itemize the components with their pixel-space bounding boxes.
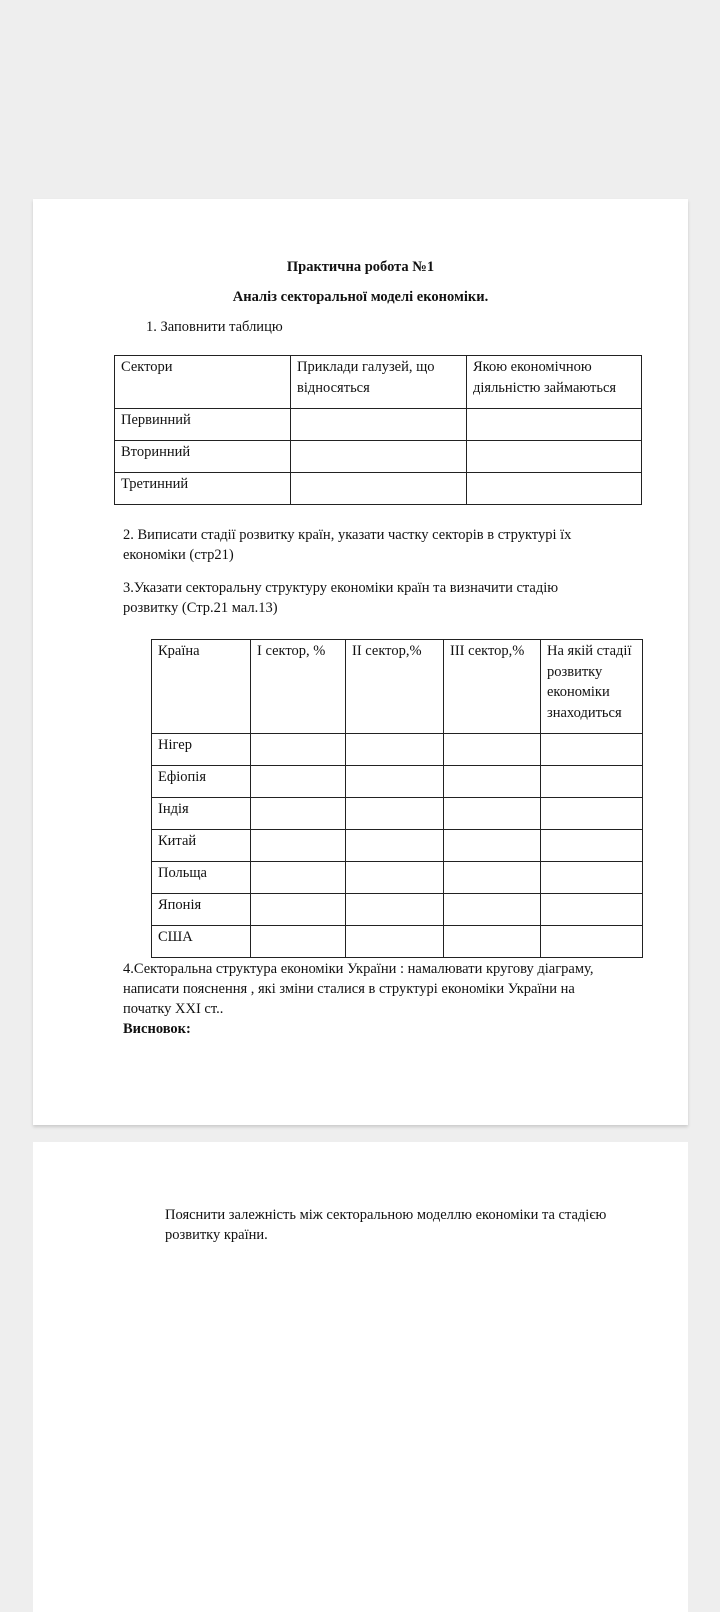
empty-cell[interactable]: [444, 862, 541, 894]
table-row: [152, 862, 643, 894]
page-title: Практична робота №1: [286, 259, 435, 275]
empty-cell[interactable]: [346, 926, 444, 958]
table-row: [152, 798, 643, 830]
empty-cell[interactable]: [541, 734, 643, 766]
empty-cell[interactable]: [346, 734, 444, 766]
empty-cell[interactable]: [291, 409, 467, 441]
table-row: [115, 441, 642, 473]
empty-cell[interactable]: [541, 798, 643, 830]
sectors-table: [114, 355, 642, 505]
empty-cell[interactable]: [251, 862, 346, 894]
header-cell: На якій стадії розвитку економіки знаходиться: [541, 640, 643, 734]
country-cell: Китай: [152, 830, 251, 862]
empty-cell[interactable]: [444, 830, 541, 862]
empty-cell[interactable]: [444, 926, 541, 958]
country-cell: США: [152, 926, 251, 958]
task-4-line: написати пояснення , які зміни сталися в структурі економіки України на: [123, 981, 575, 997]
empty-cell[interactable]: [444, 766, 541, 798]
empty-cell[interactable]: [541, 926, 643, 958]
header-cell: Якою економічною діяльністю займаються: [467, 356, 642, 409]
page2-text-line: розвитку країни.: [165, 1227, 268, 1243]
empty-cell[interactable]: [346, 894, 444, 926]
table-row: [115, 473, 642, 505]
empty-cell[interactable]: [467, 409, 642, 441]
table-row: [152, 766, 643, 798]
country-cell: Японія: [152, 894, 251, 926]
empty-cell[interactable]: [541, 766, 643, 798]
empty-cell[interactable]: [346, 830, 444, 862]
task-2-line: економіки (стр21): [123, 547, 234, 563]
empty-cell[interactable]: [541, 830, 643, 862]
empty-cell[interactable]: [444, 894, 541, 926]
empty-cell[interactable]: [346, 798, 444, 830]
header-cell: I сектор, %: [251, 640, 346, 734]
empty-cell[interactable]: [467, 441, 642, 473]
page-subtitle: Аналіз секторальної моделі економіки.: [232, 289, 489, 305]
empty-cell[interactable]: [346, 766, 444, 798]
task-4-line: початку XXI ст..: [123, 1001, 224, 1017]
empty-cell[interactable]: [251, 926, 346, 958]
task-1: 1. Заповнити таблицю: [146, 319, 283, 335]
empty-cell[interactable]: [541, 862, 643, 894]
task-2-line: 2. Виписати стадії розвитку країн, указати частку секторів в структурі їх: [123, 527, 572, 543]
header-cell: Сектори: [115, 356, 291, 409]
empty-cell[interactable]: [444, 798, 541, 830]
country-cell: Польща: [152, 862, 251, 894]
page2-text-line: Пояснити залежність між секторальною моделлю економіки та стадією: [165, 1207, 607, 1223]
document-page-1: [33, 199, 688, 1125]
empty-cell[interactable]: [346, 862, 444, 894]
table-row: [152, 734, 643, 766]
header-cell: II сектор,%: [346, 640, 444, 734]
country-cell: Нігер: [152, 734, 251, 766]
empty-cell[interactable]: [251, 766, 346, 798]
header-cell: III сектор,%: [444, 640, 541, 734]
header-cell: Країна: [152, 640, 251, 734]
empty-cell[interactable]: [251, 734, 346, 766]
empty-cell[interactable]: [291, 473, 467, 505]
sector-cell: Первинний: [115, 409, 291, 441]
task-4-line: 4.Секторальна структура економіки України : намалювати кругову діаграму,: [123, 961, 594, 977]
conclusion-label: Висновок:: [123, 1021, 191, 1037]
empty-cell[interactable]: [251, 894, 346, 926]
header-cell: Приклади галузей, що відносяться: [291, 356, 467, 409]
table-row: [152, 894, 643, 926]
task-3-line: 3.Указати секторальну структуру економіки країн та визначити стадію: [123, 580, 559, 596]
sector-cell: Вторинний: [115, 441, 291, 473]
empty-cell[interactable]: [291, 441, 467, 473]
document-page-2: [33, 1142, 688, 1612]
empty-cell[interactable]: [251, 830, 346, 862]
country-cell: Індія: [152, 798, 251, 830]
sector-cell: Третинний: [115, 473, 291, 505]
task-3-line: розвитку (Стр.21 мал.13): [123, 600, 278, 616]
country-cell: Ефіопія: [152, 766, 251, 798]
table-row: [115, 409, 642, 441]
empty-cell[interactable]: [541, 894, 643, 926]
empty-cell[interactable]: [251, 798, 346, 830]
table-row: [152, 830, 643, 862]
table-row: [152, 926, 643, 958]
countries-table: [151, 639, 643, 958]
empty-cell[interactable]: [467, 473, 642, 505]
empty-cell[interactable]: [444, 734, 541, 766]
